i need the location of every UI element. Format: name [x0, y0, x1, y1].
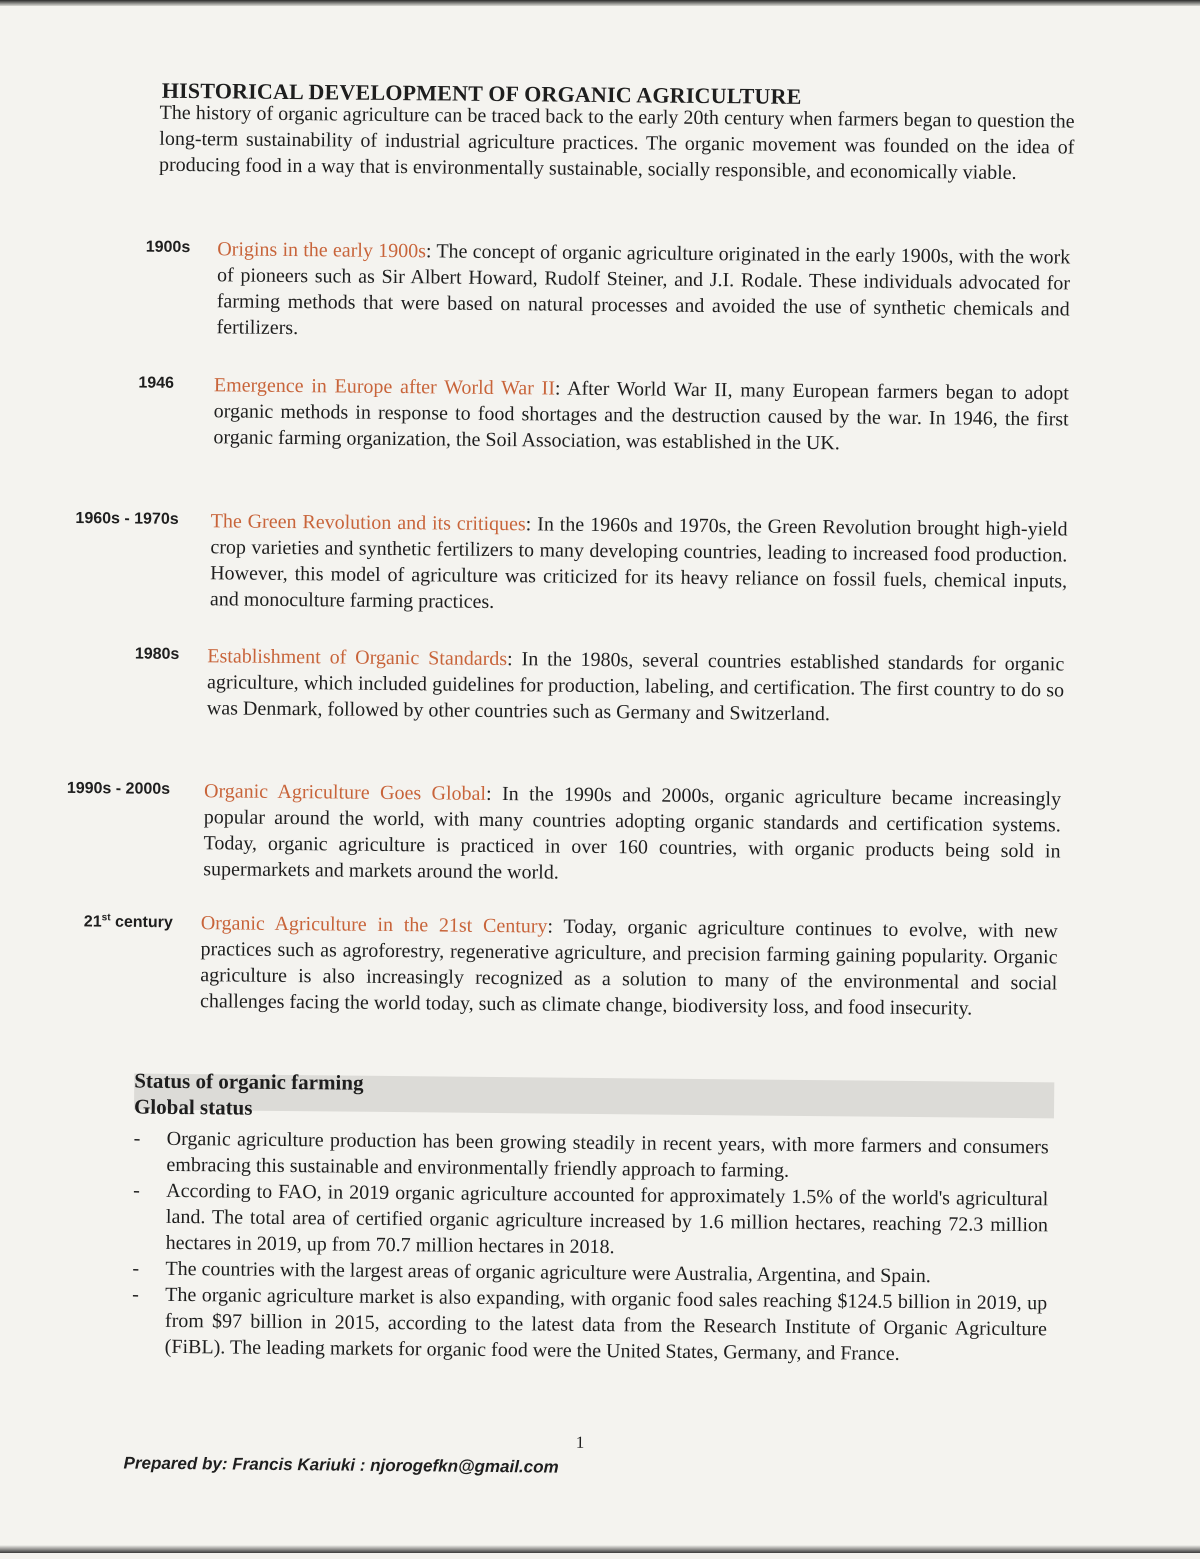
list-item	[133, 1126, 1048, 1187]
list-item	[133, 1178, 1049, 1265]
timeline-heading: Origins in the early 1900s	[217, 238, 427, 263]
timeline-entry-1980s	[1, 641, 1200, 726]
global-status-list	[132, 1126, 1049, 1369]
timeline-heading: Emergence in Europe after World War II	[213, 374, 556, 400]
timeline-text	[216, 236, 1070, 348]
timeline-entry-21st-century	[0, 908, 1199, 1020]
status-heading: Status of organic farming	[134, 1068, 364, 1095]
list-item	[132, 1282, 1048, 1369]
timeline-body: : After World War II, many European farmers began to adopt organic methods in response to food shortages and the destruction caused by the war. In 1946, the first organic farming organization, the Soil Association, was established in the UK.	[213, 377, 1070, 455]
timeline-year-number: 21	[83, 913, 102, 931]
timeline-text	[207, 643, 1065, 729]
timeline-year: 1980s	[134, 645, 180, 663]
prepared-by-footer: Prepared by: Francis Kariuki : njorogefkn@gmail.com	[123, 1453, 559, 1477]
status-section	[134, 1068, 1054, 1129]
timeline-text	[203, 778, 1061, 890]
timeline-year: 1990s - 2000s	[66, 779, 171, 798]
timeline-text	[213, 372, 1069, 458]
scan-bottom-edge	[0, 1545, 1200, 1553]
intro-paragraph: The history of organic agriculture can be traced back to the early 20th century when farmers began to question the long-term sustainability of industrial agriculture practices. The organic movement was founded on the idea of producing food in a way that is environmentally sustainable, socially responsible, and economically viable.	[158, 101, 1075, 184]
timeline-body: : In the 1980s, several countries established standards for organic agriculture, which included guidelines for production, labeling, and certification. The first country to do so was Denmark, followed by other countries such as Germany and Switzerland.	[206, 648, 1065, 726]
list-item-text: According to FAO, in 2019 organic agriculture accounted for approximately 1.5% of the world's agricultural land. The total area of certified organic agriculture increased by 1.6 million hectares, reaching 72.3 million hectares in 2019, up from 70.7 million hectares in 2018.	[165, 1179, 1049, 1259]
timeline-year-suffix: century	[110, 913, 173, 932]
timeline-body: : In the 1990s and 2000s, organic agriculture became increasingly popular around the world, with many countries adopting organic standards and certification systems. Today, organic agriculture is practiced in over 160 countries, with organic products being sold in supermarkets and markets around the world.	[203, 782, 1062, 884]
timeline-heading: Organic Agriculture in the 21st Century	[200, 912, 548, 938]
timeline-text	[210, 508, 1068, 620]
timeline-year: 1946	[138, 374, 175, 392]
timeline-year-ordinal: st	[101, 912, 111, 924]
timeline-heading: The Green Revolution and its critiques	[210, 510, 526, 536]
list-item-text: Organic agriculture production has been growing steadily in recent years, with more farmers and consumers embracing this sustainable and environmentally friendly approach to farming.	[166, 1127, 1049, 1182]
timeline-entry-1960s-1970s	[3, 506, 1200, 613]
list-item-text: The countries with the largest areas of organic agriculture were Australia, Argentina, and Spain.	[165, 1257, 931, 1288]
timeline-entry-1990s-2000s	[0, 776, 1200, 884]
bullet-dash: -	[132, 1283, 140, 1306]
timeline-year	[84, 912, 173, 932]
global-status-subheading: Global status	[133, 1094, 253, 1120]
timeline-entry-1900s	[5, 234, 1200, 340]
list-item-text: The organic agriculture market is also expanding, with organic food sales reaching $124.5 billion in 2019, up from $97 billion in 2015, according to the latest data from the Research Institute of Organic Agriculture (FiBL). The leading markets for organic food were the United States, Germany, and France.	[164, 1283, 1048, 1365]
timeline-year: 1960s - 1970s	[75, 509, 179, 528]
page-number: 1	[575, 1432, 585, 1452]
timeline-body: : The concept of organic agriculture originated in the early 1900s, with the work of pioneers such as Sir Albert Howard, Rudolf Steiner, and J.I. Rodale. These individuals advocated for farming methods that were based on natural processes and avoided the use of synthetic chemicals and fertilizers.	[216, 240, 1071, 340]
timeline-body: : Today, organic agriculture continues to evolve, with new practices such as agroforestry, regenerative agriculture, and precision farming gaining popularity. Organic agriculture is also increasingly recognized as a solution to many of the environmental and social challenges facing the world today, such as climate change, biodiversity loss, and food insecurity.	[199, 915, 1058, 1020]
bullet-dash: -	[133, 1127, 141, 1150]
bullet-dash: -	[133, 1179, 141, 1202]
timeline-body: : In the 1960s and 1970s, the Green Revolution brought high-yield crop varieties and synthetic fertilizers to many developing countries, leading to increased food production. However, this model of agriculture was criticized for its heavy reliance on fossil fuels, chemical inputs, and monoculture farming practices.	[209, 513, 1068, 613]
timeline-year: 1900s	[145, 238, 191, 257]
timeline-entry-1946	[4, 370, 1200, 455]
timeline-heading: Establishment of Organic Standards	[207, 645, 508, 671]
timeline-text	[200, 910, 1058, 1022]
bullet-dash: -	[132, 1257, 140, 1280]
timeline-heading: Organic Agriculture Goes Global	[203, 780, 487, 805]
document-title: HISTORICAL DEVELOPMENT OF ORGANIC AGRICULTURE	[161, 77, 802, 109]
